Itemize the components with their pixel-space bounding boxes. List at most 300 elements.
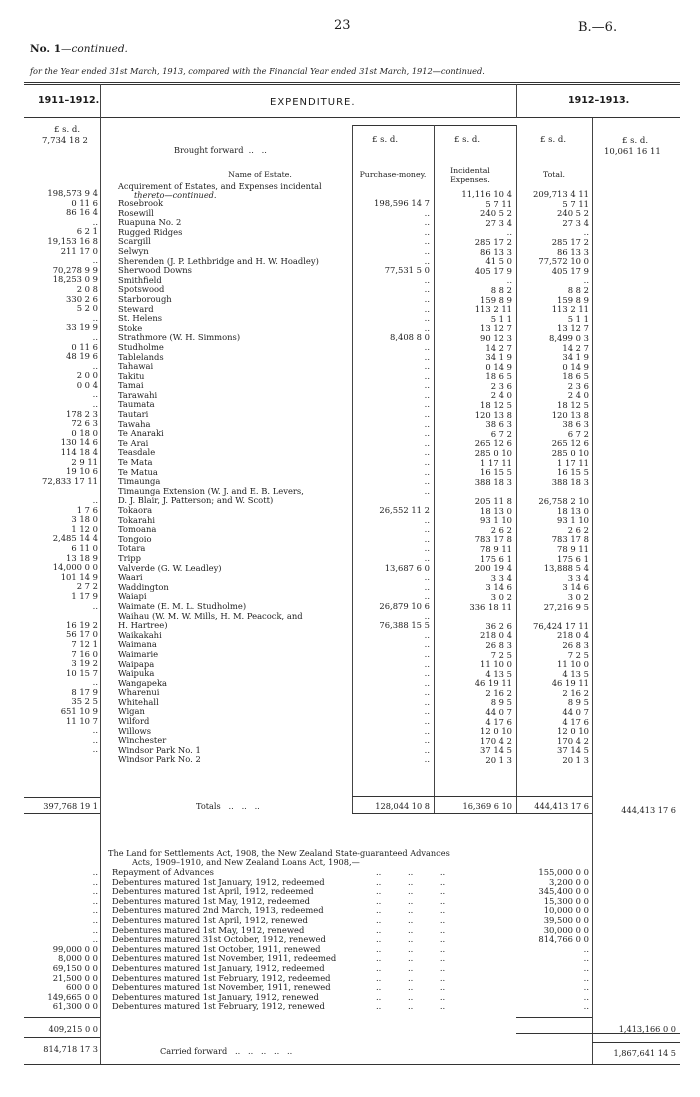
land-act-prev-cell: .. (92, 876, 98, 887)
prev-cell: 16 19 2 (66, 619, 98, 630)
prev-cell: .. (92, 725, 98, 736)
prev-cell: 0 0 4 (76, 379, 98, 390)
section-heading-line-2: thereto—continued. (134, 190, 217, 200)
purchase-cell: .. (424, 370, 430, 381)
incidental-cell: 159 8 9 (480, 294, 512, 305)
land-act-prev-cell: 99,000 0 0 (52, 943, 98, 954)
prev-totals-bottom-rule (24, 813, 100, 814)
prev-cell: 7 12 1 (71, 638, 98, 649)
incidental-expenses-column (437, 190, 512, 766)
total-cell: 4 13 5 (562, 668, 589, 679)
right-brought-forward-amount: 10,061 16 11 (604, 147, 661, 157)
right-carried-forward-amount: 1,867,641 14 5 (613, 1048, 676, 1058)
purchase-cell: .. (424, 428, 430, 439)
purchase-cell: .. (424, 552, 430, 563)
total-cell: 1 17 11 (557, 457, 589, 468)
left-year-heading: 1911–1912. (38, 95, 100, 106)
purchase-cell: .. (424, 217, 430, 228)
total-cell: 5 7 11 (562, 198, 589, 209)
land-act-text-cell: Debentures matured 1st February, 1912, renewed (112, 1001, 325, 1012)
total-cell: 13 12 7 (557, 323, 589, 334)
total-cell: 20 1 3 (562, 755, 589, 766)
land-act-right-subtotal: 1,413,166 0 0 (618, 1024, 676, 1034)
prev-cell: 330 2 6 (66, 293, 98, 304)
leader-dots: .. .. .. (376, 867, 446, 877)
prev-cell: 6 2 1 (76, 226, 98, 237)
leader-dots: .. .. .. (376, 914, 446, 925)
land-act-prev-subtotal: 409,215 0 0 (48, 1024, 98, 1034)
name-column-header: Name of Estate. (228, 170, 292, 179)
purchase-cell: .. (424, 668, 430, 679)
purchase-cell: .. (424, 284, 430, 295)
land-act-total-cell: .. (583, 943, 589, 954)
purchase-cell: .. (424, 744, 430, 755)
purchase-cell: .. (424, 466, 430, 477)
table-continued: —continued. (61, 43, 128, 55)
name-cell: Sherwood Downs (118, 266, 192, 276)
land-act-text-cell: Debentures matured 1st November, 1911, renewed (112, 982, 331, 993)
prev-cell: .. (92, 216, 98, 227)
incidental-cell: 388 18 3 (474, 476, 512, 487)
prev-cell: 6 11 0 (71, 542, 98, 553)
purchase-cell (355, 765, 430, 775)
incidental-cell: 2 3 6 (490, 380, 512, 391)
right-year-divider (516, 84, 517, 118)
total-cell: 26 8 3 (562, 639, 589, 650)
total-column-rule (516, 125, 517, 813)
name-cell: Waimana (118, 640, 157, 650)
incidental-cell: 11 10 0 (480, 659, 512, 670)
purchase-cell: .. (424, 207, 430, 218)
prev-cell: 35 2 5 (71, 696, 98, 707)
purchase-cell: 77,531 5 0 (384, 265, 430, 276)
purchase-cell: .. (424, 648, 430, 659)
land-act-text-cell: Debentures matured 1st April, 1912, redeemed (112, 886, 314, 897)
name-cell: Rugged Ridges (118, 227, 183, 237)
land-act-prev-cell: .. (92, 895, 98, 906)
name-cell: Waiapi (118, 592, 147, 602)
total-cell: 27 3 4 (562, 217, 589, 228)
purchase-cell: .. (424, 639, 430, 650)
name-cell: Wilford (118, 717, 150, 727)
land-act-prev-cell: 69,150 0 0 (52, 962, 98, 973)
purchase-cell: .. (424, 226, 430, 237)
name-cell: Timaunga Extension (W. J. and E. B. Levers, (118, 486, 304, 496)
purchase-cell: .. (424, 610, 430, 621)
land-act-total-cell: .. (583, 972, 589, 983)
leader-dots: .. .. .. (376, 962, 446, 973)
prev-cell: 2,485 14 4 (52, 533, 98, 544)
prev-cell: 0 11 6 (71, 197, 98, 208)
total-cell: 6 7 2 (567, 428, 589, 439)
leader-dots: .. .. .. (376, 953, 446, 964)
name-cell: St. Helens (118, 314, 163, 324)
incidental-cell: .. (506, 275, 512, 286)
left-column-divider (100, 84, 101, 1064)
left-brought-forward-amount: 7,734 18 2 (42, 136, 88, 146)
name-cell: Rosewill (118, 208, 154, 218)
total-cell: 93 1 10 (557, 515, 589, 526)
right-year-heading: 1912–1913. (568, 95, 630, 106)
incidental-cell: 3 3 4 (490, 572, 512, 583)
incidental-cell: 18 13 0 (480, 505, 512, 516)
name-cell: D. J. Blair, J. Patterson; and W. Scott) (118, 496, 274, 506)
total-cell: 18 13 0 (557, 505, 589, 516)
purchase-cell: .. (424, 543, 430, 554)
purchase-cell: .. (424, 313, 430, 324)
name-cell: Tongoio (118, 534, 152, 544)
name-cell: Winchester (118, 736, 167, 746)
name-cell: Waihau (W. M. W. Mills, H. M. Peacock, and (118, 611, 303, 621)
name-cell: Wharenui (118, 688, 160, 698)
table-number: No. 1 (30, 43, 62, 55)
prev-cell: 13 18 9 (66, 552, 98, 563)
purchase-cell: .. (424, 322, 430, 333)
prev-cell: 101 14 9 (60, 571, 98, 582)
purchase-units: £ s. d. (372, 135, 399, 145)
prev-cell: .. (92, 677, 98, 688)
prev-cell: 2 7 2 (76, 581, 98, 592)
name-cell: Tarawahi (118, 390, 158, 400)
page-number: 23 (334, 18, 351, 33)
prev-cell: 7 16 0 (71, 648, 98, 659)
prev-totals-amount: 397,768 19 1 (43, 801, 98, 811)
name-cell: Tawaha (118, 419, 151, 429)
land-act-dots-column (376, 868, 506, 1012)
total-cell: 175 6 1 (557, 553, 589, 564)
leader-dots: .. .. .. (376, 1001, 446, 1012)
land-act-item-column (112, 868, 350, 1012)
purchase-cell: .. (424, 361, 430, 372)
incidental-cell: 13 12 7 (480, 323, 512, 334)
incidental-cell: 2 16 2 (485, 687, 512, 698)
prev-cell: 114 18 4 (60, 447, 98, 458)
table-subtitle: for the Year ended 31st March, 1913, compared with the Financial Year ended 31st March, 1912—continued. (30, 66, 485, 76)
total-cell: 3 3 4 (567, 572, 589, 583)
prev-cell: .. (92, 331, 98, 342)
purchase-cell: .. (424, 274, 430, 285)
land-act-text-cell: Debentures matured 1st January, 1912, renewed (112, 991, 319, 1002)
incidental-cell: 2 6 2 (490, 524, 512, 535)
purchase-money-column (355, 199, 430, 775)
incidental-cell: 34 1 9 (485, 352, 512, 363)
purchase-cell: .. (424, 572, 430, 583)
name-cell: Wangapeka (118, 678, 168, 688)
total-units: £ s. d. (540, 135, 567, 145)
name-cell: Tamai (118, 381, 144, 391)
land-act-heading-2: Acts, 1909–1910, and New Zealand Loans Act, 1908,— (132, 857, 360, 867)
purchase-cell: .. (424, 735, 430, 746)
prev-cell: 56 17 0 (66, 629, 98, 640)
total-cell: 218 0 4 (557, 630, 589, 641)
total-cell: .. (583, 227, 589, 238)
purchase-cell: .. (424, 591, 430, 602)
incidental-cell: 170 4 2 (480, 735, 512, 746)
prev-cell: .. (92, 255, 98, 266)
land-act-text-cell: Debentures matured 1st November, 1911, redeemed (112, 953, 337, 964)
prev-cell: .. (92, 495, 98, 505)
prev-cell: 0 11 6 (71, 341, 98, 352)
total-cell: 37 14 5 (557, 745, 589, 756)
incidental-cell: 3 0 2 (490, 591, 512, 602)
purchase-cell: .. (424, 303, 430, 314)
prev-cell: 2 0 0 (76, 370, 98, 381)
name-cell: Willows (118, 726, 152, 736)
document-reference: B.—6. (578, 20, 618, 35)
purchase-cell: .. (424, 716, 430, 727)
total-cell: 5 1 1 (567, 313, 589, 324)
total-cell: 2 4 0 (567, 390, 589, 401)
leader-dots: .. .. .. (376, 924, 446, 935)
name-cell: Strathmore (W. H. Simmons) (118, 333, 241, 343)
purchase-column-rule (352, 125, 353, 813)
purchase-cell: .. (424, 677, 430, 688)
name-cell: Waari (118, 573, 143, 583)
incidental-cell: 27 3 4 (485, 217, 512, 228)
land-act-prev-cell: .. (92, 934, 98, 945)
name-cell: Waipuka (118, 669, 155, 679)
prev-year-column (28, 189, 98, 765)
incidental-cell: 200 19 4 (474, 563, 512, 574)
incidental-cell: 5 7 11 (485, 198, 512, 209)
carried-forward-text: Carried forward (160, 1046, 228, 1056)
incidental-cell: 5 1 1 (490, 313, 512, 324)
incidental-cell: 8 8 2 (490, 284, 512, 295)
name-cell: Stoke (118, 323, 143, 333)
name-cell: Waipapa (118, 659, 155, 669)
purchase-cell: 8,408 8 0 (390, 332, 430, 343)
land-act-total-cell: .. (583, 953, 589, 964)
land-act-text-cell: Debentures matured 1st February, 1912, redeemed (112, 972, 331, 983)
incidental-cell: 37 14 5 (480, 745, 512, 756)
purchase-cell: .. (424, 236, 430, 247)
land-act-prev-cell: 149,665 0 0 (47, 991, 98, 1002)
land-act-prev-cell: 600 0 0 (66, 982, 98, 993)
land-act-prev-cell: .. (92, 886, 98, 897)
land-act-text-cell: Debentures matured 1st January, 1912, redeemed (112, 962, 325, 973)
prev-cell: 19 10 6 (66, 466, 98, 477)
prev-cell: 10 15 7 (66, 667, 98, 678)
incidental-cell: 0 14 9 (485, 361, 512, 372)
total-cell: 78 9 11 (557, 543, 589, 554)
prev-cell: 48 19 6 (66, 351, 98, 362)
name-cell: Waimarie (118, 649, 159, 659)
name-cell: Spotswood (118, 285, 165, 295)
purchase-cell: .. (424, 514, 430, 525)
land-act-prev-cell: .. (92, 924, 98, 935)
name-cell: Tokarahi (118, 515, 156, 525)
incidental-cell: 18 12 5 (480, 400, 512, 411)
incidental-cell: 12 0 10 (480, 726, 512, 737)
land-act-prev-cell: .. (92, 914, 98, 925)
prev-cell: 3 19 2 (71, 658, 98, 669)
name-cell: Windsor Park No. 2 (118, 755, 201, 765)
incidental-total: 16,369 6 10 (462, 801, 512, 811)
incidental-cell: 90 12 3 (480, 332, 512, 343)
incidental-cell: 4 17 6 (485, 716, 512, 727)
total-cell: 170 4 2 (557, 735, 589, 746)
incidental-cell: 6 7 2 (490, 428, 512, 439)
brought-forward-text: Brought forward (174, 145, 244, 155)
name-cell: Whitehall (118, 697, 159, 707)
prev-cell: 130 14 6 (60, 437, 98, 448)
prev-cell: 14,000 0 0 (52, 562, 98, 573)
name-cell: Waimate (E. M. L. Studholme) (118, 601, 247, 611)
purchase-cell: .. (424, 293, 430, 304)
total-column (519, 190, 589, 766)
prev-cell: 18,253 0 9 (52, 274, 98, 285)
name-cell: Smithfield (118, 275, 162, 285)
land-act-total-cell: 39,500 0 0 (543, 914, 589, 925)
name-cell: Tautari (118, 410, 149, 420)
name-cell: Taumata (118, 400, 155, 410)
incidental-cell: 36 2 6 (485, 620, 512, 631)
land-act-total-column (519, 868, 589, 1012)
purchase-cell: .. (424, 581, 430, 592)
land-act-text-cell: Debentures matured 1st April, 1912, renewed (112, 914, 308, 925)
name-cell: Waikakahi (118, 630, 162, 640)
prev-cell: 211 17 0 (60, 245, 98, 256)
incidental-cell: 4 13 5 (485, 668, 512, 679)
purchase-cell: .. (424, 524, 430, 535)
leader-dots: .. .. .. (376, 886, 446, 897)
incidental-cell: 218 0 4 (480, 630, 512, 641)
land-act-total-cell: .. (583, 991, 589, 1002)
left-carried-forward-amount: 814,718 17 3 (43, 1044, 98, 1054)
prev-cell: 33 19 9 (66, 322, 98, 333)
incidental-cell: 285 17 2 (474, 236, 512, 247)
prev-cell: 178 2 3 (66, 408, 98, 419)
total-cell: 3 14 6 (562, 582, 589, 593)
purchase-cell: .. (424, 754, 430, 765)
right-column-divider (592, 118, 593, 1064)
prev-cell: .. (92, 360, 98, 371)
prev-cell (28, 486, 98, 496)
incidental-cell: 3 14 6 (485, 582, 512, 593)
prev-cell: .. (92, 312, 98, 323)
name-cell: H. Hartree) (118, 621, 168, 631)
land-act-prev-rule (24, 1017, 100, 1018)
purchase-cell: .. (424, 485, 430, 496)
prev-cell (28, 755, 98, 765)
name-cell: Ruapuna No. 2 (118, 218, 182, 228)
prev-cell: 72,833 17 11 (42, 475, 98, 486)
incidental-cell: 78 9 11 (480, 543, 512, 554)
prev-cell: .. (92, 600, 98, 611)
land-act-total-cell: .. (583, 962, 589, 973)
incidental-cell: 405 17 9 (474, 265, 512, 276)
incidental-cell: 205 11 8 (474, 496, 512, 506)
leader-dots: .. .. .. (376, 934, 446, 945)
incidental-column-rule (434, 125, 435, 813)
land-act-text-cell: Debentures matured 1st January, 1912, redeemed (112, 876, 325, 887)
name-cell: Tahawai (118, 362, 154, 372)
incidental-cell: 265 12 6 (474, 438, 512, 449)
totals-label-text: Totals (196, 801, 221, 811)
purchase-total: 128,044 10 8 (375, 801, 430, 811)
name-cell: Tokaora (118, 506, 153, 515)
land-act-text-cell: Debentures matured 2nd March, 1913, redeemed (112, 905, 324, 916)
total-cell: 13,888 5 4 (543, 563, 589, 574)
right-totals-amount: 444,413 17 6 (621, 805, 676, 815)
total-cell: 8 9 5 (567, 697, 589, 708)
total-cell: 8,499 0 3 (549, 332, 589, 343)
name-cell: Starborough (118, 294, 172, 304)
purchase-cell: .. (424, 533, 430, 544)
grand-total: 444,413 17 6 (534, 801, 589, 811)
purchase-cell: 26,879 10 6 (379, 600, 430, 611)
incidental-cell: 113 2 11 (474, 304, 512, 315)
name-cell: Tomoana (118, 525, 157, 535)
name-cell: Rosebrook (118, 199, 164, 208)
name-cell: Te Mata (118, 458, 153, 468)
incidental-cell: .. (506, 227, 512, 238)
incidental-cell: 46 19 11 (474, 678, 512, 689)
purchase-cell: .. (424, 437, 430, 448)
purchase-cell: .. (424, 696, 430, 707)
incidental-cell: 11,116 10 4 (461, 189, 512, 199)
name-cell: Teasdale (118, 448, 156, 458)
purchase-cell: .. (424, 687, 430, 698)
table-title (30, 43, 128, 55)
prev-cell: .. (92, 734, 98, 745)
total-cell: 2 6 2 (567, 524, 589, 535)
prev-cell: 72 6 3 (71, 418, 98, 429)
total-cell: 46 19 11 (551, 678, 589, 689)
total-cell: 0 14 9 (562, 361, 589, 372)
name-cell: Takitu (118, 371, 145, 381)
purchase-cell: .. (424, 418, 430, 429)
land-act-total-rule (516, 1017, 592, 1018)
name-cell: Steward (118, 304, 154, 314)
name-cell: Studholme (118, 342, 164, 352)
land-act-total-cell: 3,200 0 0 (549, 876, 589, 887)
land-act-total-cell: 10,000 0 0 (543, 905, 589, 916)
leader-dots: .. .. .. (376, 876, 446, 887)
land-act-total-cell: 15,300 0 0 (543, 895, 589, 906)
incidental-cell: 93 1 10 (480, 515, 512, 526)
prev-cell: 2 9 11 (71, 456, 98, 467)
land-act-heading-1: The Land for Settlements Act, 1908, the New Zealand State-guaranteed Advances (108, 848, 450, 858)
purchase-cell: .. (424, 457, 430, 468)
incidental-cell: 285 0 10 (474, 448, 512, 459)
land-act-total-cell: .. (583, 982, 589, 993)
prev-cell: 3 18 0 (71, 514, 98, 525)
incidental-cell: 120 13 8 (474, 409, 512, 420)
totals-label: Totals .. .. .. (196, 801, 260, 811)
name-cell: Waddington (118, 582, 169, 592)
purchase-cell: 76,388 15 5 (379, 620, 430, 631)
incidental-column-header: Incidental Expenses. (450, 166, 490, 184)
land-act-total-cell: 814,766 0 0 (538, 934, 589, 945)
purchase-cell: .. (424, 409, 430, 420)
total-cell: 783 17 8 (551, 534, 589, 545)
leader-dots: .. .. .. (376, 991, 446, 1002)
prev-cell: 198,573 9 4 (47, 188, 98, 198)
land-act-text-cell: Debentures matured 1st October, 1911, renewed (112, 943, 321, 954)
purchase-cell: 13,687 6 0 (384, 562, 430, 573)
land-act-total-cell: .. (583, 1001, 589, 1012)
name-cell: Selwyn (118, 246, 149, 256)
incidental-cell: 336 18 11 (469, 601, 512, 612)
table-bottom-rule (24, 1064, 680, 1065)
incidental-cell: 18 6 5 (485, 371, 512, 382)
carried-forward-top-rule (592, 1042, 680, 1043)
leader-dots: .. .. .. (376, 895, 446, 906)
total-cell: 209,713 4 11 (533, 189, 589, 199)
leader-dots: .. .. .. (376, 982, 446, 993)
purchase-column-header: Purchase-money. (359, 170, 427, 179)
